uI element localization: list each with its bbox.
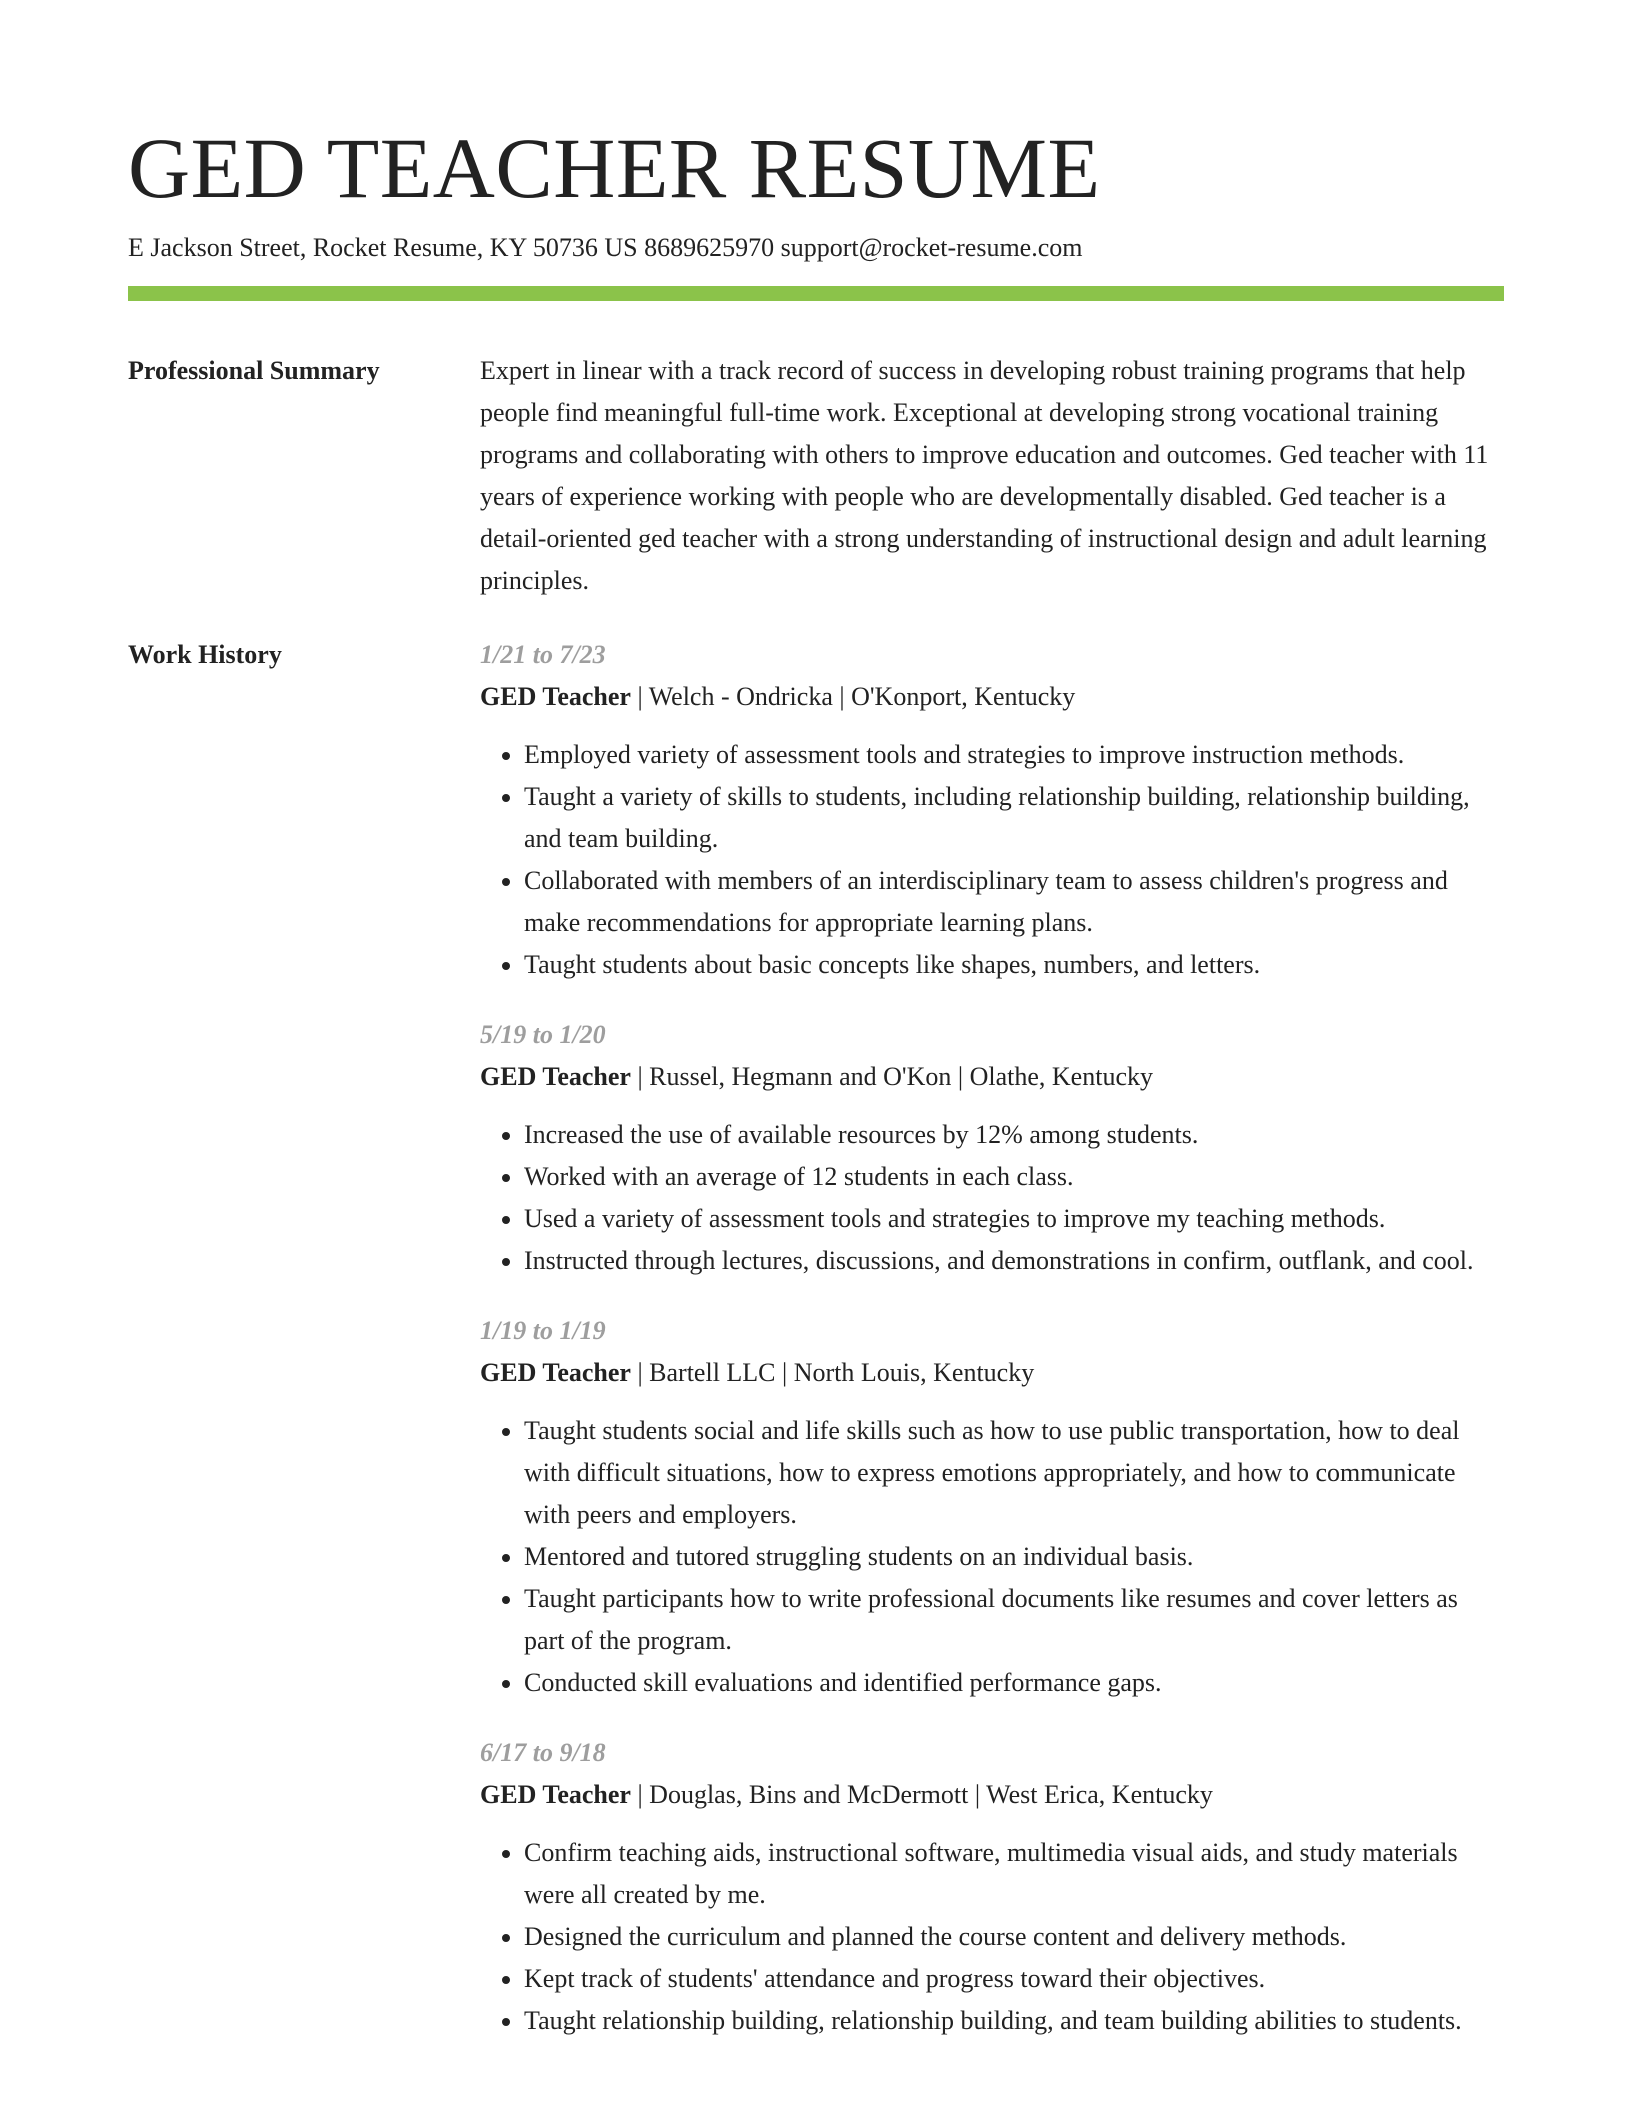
job-entry (480, 634, 1504, 986)
job-entry (480, 1310, 1504, 1704)
job-title: GED Teacher (480, 1062, 631, 1091)
contact-phone: 8689625970 (644, 233, 775, 262)
job-company: | Douglas, Bins and McDermott (631, 1780, 968, 1809)
job-company: | Welch - Ondricka (631, 682, 833, 711)
job-bullet-list (480, 1832, 1504, 2042)
summary-body (480, 350, 1504, 602)
job-bullet: • Taught students about basic concepts like shapes, numbers, and letters. (524, 944, 1504, 986)
job-bullet: • Taught students social and life skills such as how to use public transportation, how to deal with difficult situations, how to express emotions appropriately, and how to communicate with peers and employers. (524, 1410, 1504, 1536)
job-dates: 1/19 to 1/19 (480, 1316, 606, 1345)
section-label-work-history: Work History (128, 640, 282, 669)
contact-email[interactable]: support@rocket-resume.com (780, 233, 1083, 262)
job-company: | Russel, Hegmann and O'Kon (631, 1062, 951, 1091)
job-bullet: • Instructed through lectures, discussions, and demonstrations in confirm, outflank, and cool. (524, 1240, 1504, 1282)
job-heading (480, 1056, 1504, 1098)
job-title: GED Teacher (480, 1780, 631, 1809)
job-bullet: • Worked with an average of 12 students in each class. (524, 1156, 1504, 1198)
job-heading (480, 676, 1504, 718)
job-dates: 5/19 to 1/20 (480, 1020, 606, 1049)
job-bullet: • Employed variety of assessment tools and strategies to improve instruction methods. (524, 734, 1504, 776)
job-title: GED Teacher (480, 682, 631, 711)
job-location: | O'Konport, Kentucky (833, 682, 1075, 711)
job-bullet: • Taught participants how to write professional documents like resumes and cover letters as part of the program. (524, 1578, 1504, 1662)
job-bullet: • Taught a variety of skills to students, including relationship building, relationship building, and team building. (524, 776, 1504, 860)
job-bullet-list (480, 1410, 1504, 1704)
job-location: | Olathe, Kentucky (951, 1062, 1153, 1091)
resume-title: GED TEACHER RESUME (128, 120, 1101, 216)
job-heading (480, 1352, 1504, 1394)
job-bullet: • Increased the use of available resources by 12% among students. (524, 1114, 1504, 1156)
job-location: | North Louis, Kentucky (776, 1358, 1035, 1387)
job-dates: 1/21 to 7/23 (480, 640, 606, 669)
job-entry (480, 1014, 1504, 1282)
job-company: | Bartell LLC (631, 1358, 776, 1387)
contact-line (128, 230, 1083, 266)
job-location: | West Erica, Kentucky (968, 1780, 1213, 1809)
contact-address: E Jackson Street, Rocket Resume, KY 50736 US (128, 233, 638, 262)
work-history-body (480, 634, 1504, 2070)
job-bullet: • Mentored and tutored struggling students on an individual basis. (524, 1536, 1504, 1578)
job-bullet: • Conducted skill evaluations and identified performance gaps. (524, 1662, 1504, 1704)
job-bullet: • Collaborated with members of an interdisciplinary team to assess children's progress and make recommendations for appropriate learning plans. (524, 860, 1504, 944)
job-bullet: • Used a variety of assessment tools and strategies to improve my teaching methods. (524, 1198, 1504, 1240)
job-heading (480, 1774, 1504, 1816)
job-bullet: • Kept track of students' attendance and progress toward their objectives. (524, 1958, 1504, 2000)
job-title: GED Teacher (480, 1358, 631, 1387)
header-divider (128, 286, 1504, 301)
summary-text: Expert in linear with a track record of success in developing robust training programs that help people find meaningful full-time work. Exceptional at developing strong vocational training programs and collaborating with others to improve education and outcomes. Ged teacher with 11 years of experience working with people who are developmentally disabled. Ged teacher is a detail-oriented ged teacher with a strong understanding of instructional design and adult learning principles. (480, 356, 1489, 595)
job-bullet: • Designed the curriculum and planned the course content and delivery methods. (524, 1916, 1504, 1958)
section-label-summary: Professional Summary (128, 356, 380, 385)
job-bullet: • Taught relationship building, relationship building, and team building abilities to students. (524, 2000, 1504, 2042)
job-bullet: • Confirm teaching aids, instructional software, multimedia visual aids, and study materials were all created by me. (524, 1832, 1504, 1916)
job-entry (480, 1732, 1504, 2042)
job-bullet-list (480, 1114, 1504, 1282)
job-dates: 6/17 to 9/18 (480, 1738, 606, 1767)
job-bullet-list (480, 734, 1504, 986)
